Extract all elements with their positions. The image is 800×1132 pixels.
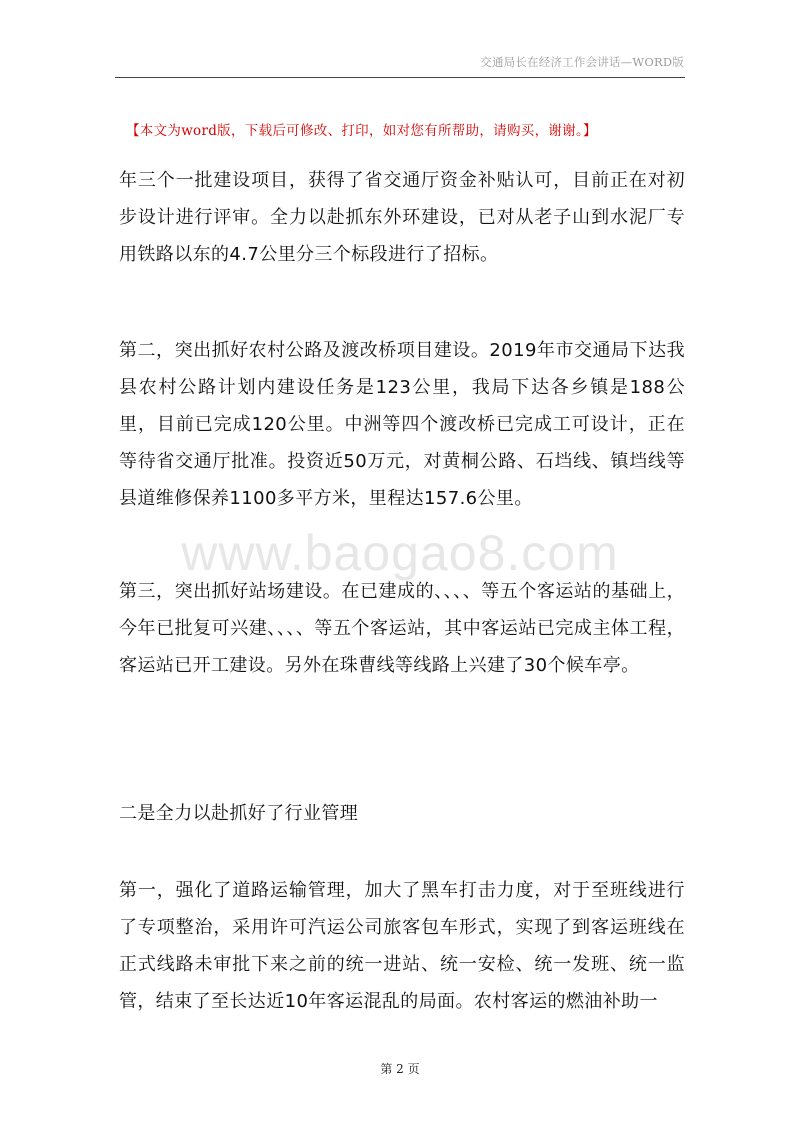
section-heading: 二是全力以赴抓好了行业管理 (119, 803, 359, 824)
page-number: 第 2 页 (380, 1062, 420, 1076)
body-paragraph-2: 第二，突出抓好农村公路及渡改桥项目建设。2019年市交通局下达我县农村公路计划内建设任务是123公里，我局下达各乡镇是188公里，目前已完成120公里。中洲等四个渡改桥已完成工可设计，正在等待省交通厅批准。投资近50万元，对黄桐公路、石垱线、镇垱线等县道维修保养1100多平方米，里程达157.6公里。 (119, 340, 685, 509)
header-title: 交通局长在经济工作会讲话—WORD版 (480, 55, 684, 69)
watermark: www.baogao8.com (181, 525, 619, 581)
body-paragraph-4: 第一，强化了道路运输管理，加大了黑车打击力度，对于至班线进行了专项整治，采用许可汽运公司旅客包车形式，实现了到客运班线在正式线路未审批下来之前的统一进站、统一安检、统一发班、统一监管，结束了至长达近10年客运混乱的局面。农村客运的燃油补助一 (119, 880, 685, 1012)
header-divider (115, 77, 685, 78)
download-notice: 【本文为word版，下载后可修改、打印，如对您有所帮助，请购买，谢谢。】 (126, 123, 597, 139)
body-paragraph-3: 第三，突出抓好站场建设。在已建成的、、、、等五个客运站的基础上，今年已批复可兴建、、、、等五个客运站，其中客运站已完成主体工程，客运站已开工建设。另外在珠曹线等线路上兴建了30个候车亭。 (119, 581, 685, 676)
body-paragraph-1: 年三个一批建设项目，获得了省交通厅资金补贴认可，目前正在对初步设计进行评审。全力以赴抓东外环建设，已对从老子山到水泥厂专用铁路以东的4.7公里分三个标段进行了招标。 (119, 170, 685, 265)
